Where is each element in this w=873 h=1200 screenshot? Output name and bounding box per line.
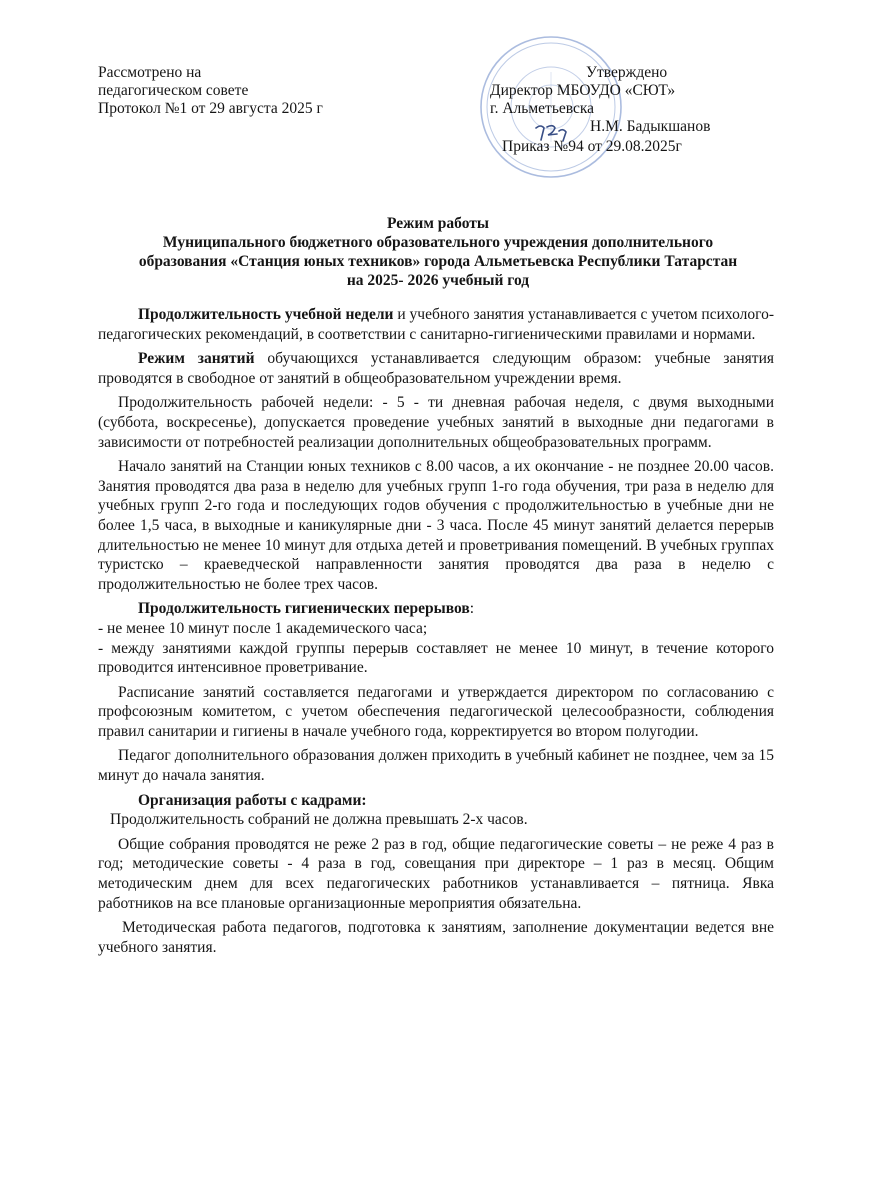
bold-phrase: Режим занятий — [138, 350, 255, 368]
list-item-break-1: - не менее 10 минут после 1 академического часа; — [98, 619, 428, 637]
document-body — [98, 305, 774, 962]
director-signature — [533, 122, 573, 144]
bold-phrase: Продолжительность учебной недели — [138, 306, 394, 323]
paragraph-timetable: Расписание занятий составляется педагогами и утверждается директором по согласованию с профсоюзным комитетом, с учетом обеспечения педагогической целесообразности, соблюдения правил санитарии и гигиены в начале учебного года, корректируется во втором полугодии. — [98, 683, 774, 740]
title-line-3: образования «Станция юных техников» города Альметьевска Республики Татарстан — [138, 253, 738, 270]
header-left-line-1: Рассмотрено на — [98, 64, 202, 81]
bold-phrase: Продолжительность гигиенических перерывов — [138, 600, 470, 618]
paragraph-methodical-work: Методическая работа педагогов, подготовка к занятиям, заполнение документации ведется вне учебного занятия. — [98, 919, 774, 956]
header-left-line-2: педагогическом совете — [98, 82, 249, 99]
bold-phrase: Организация работы с кадрами: — [138, 791, 367, 809]
paragraph-work-week: Продолжительность рабочей недели: - 5 - ти дневная рабочая неделя, с двумя выходными (суббота, воскресенье), допускается проведение учебных занятий в выходные дни педагогами в зависимости от потребностей реализации дополнительных общеобразовательных программ. — [98, 394, 774, 451]
paragraph-teacher-arrival: Педагог дополнительного образования должен приходить в учебный кабинет не позднее, чем за 15 минут до начала занятия. — [98, 747, 774, 785]
paragraph-study-regime: Режим занятий обучающихся устанавливается следующим образом: учебные занятия проводятся в свободное от занятий в общеобразовательном учреждении время. — [98, 350, 774, 387]
approval-block-council — [98, 64, 323, 118]
paragraph-meetings: Общие собрания проводятся не реже 2 раз в год, общие педагогические советы – не реже 4 раз в год; методические советы - 4 раза в год, совещания при директоре – 1 раз в месяц. Общим методическим днем для всех педагогических работников устанавливается – пятница. Явка работников на все плановые организационные мероприятия обязательна. — [98, 835, 774, 912]
paragraph-class-schedule: Начало занятий на Станции юных техников с 8.00 часов, а их окончание - не позднее 20.00 часов. Занятия проводятся два раза в неделю для учебных групп 1-го года обучения, три раза в неделю для учебных групп 2-го года и последующих годов обучения с продолжительностью в учебные дни не более 1,5 часа, в выходные и каникулярные дни - 3 часа. После 45 минут занятий делается перерыв длительностью не менее 10 минут для отдыха детей и проветривания помещений. В учебных группах туристско – краеведческой направленности занятия проводятся два раза в неделю с продолжительностью не более трех часов. — [98, 458, 774, 593]
header-right-line-1: Утверждено — [586, 64, 668, 81]
header-right-line-4: Н.М. Бадыкшанов — [590, 118, 711, 135]
title-line-4: на 2025- 2026 учебный год — [346, 272, 530, 289]
header-left-line-3: Протокол №1 от 29 августа 2025 г — [98, 100, 323, 117]
title-line-2: Муниципального бюджетного образовательного учреждения дополнительного — [162, 234, 714, 251]
paragraph-week-duration: Продолжительность учебной недели и учебного занятия устанавливается с учетом психолого-педагогических рекомендаций, в соответствии с санитарно-гигиеническими правилами и нормами. — [98, 306, 774, 343]
paragraph-staff-heading — [98, 791, 774, 811]
header-right-line-2: Директор МБОУДО «СЮТ» — [490, 82, 676, 99]
document-title — [98, 214, 778, 290]
title-line-1: Режим работы — [387, 215, 489, 232]
paragraph-meeting-duration: Продолжительность собраний не должна превышать 2-х часов. — [110, 811, 528, 829]
header-right-line-3: г. Альметьевска — [490, 100, 595, 117]
paragraph-breaks-heading: Продолжительность гигиенических перерывов: — [138, 600, 475, 618]
list-item-break-2: - между занятиями каждой группы перерыв составляет не менее 10 минут, в течение которого проводится интенсивное проветривание. — [98, 639, 774, 677]
header-right-line-5: Приказ №94 от 29.08.2025г — [502, 138, 682, 155]
